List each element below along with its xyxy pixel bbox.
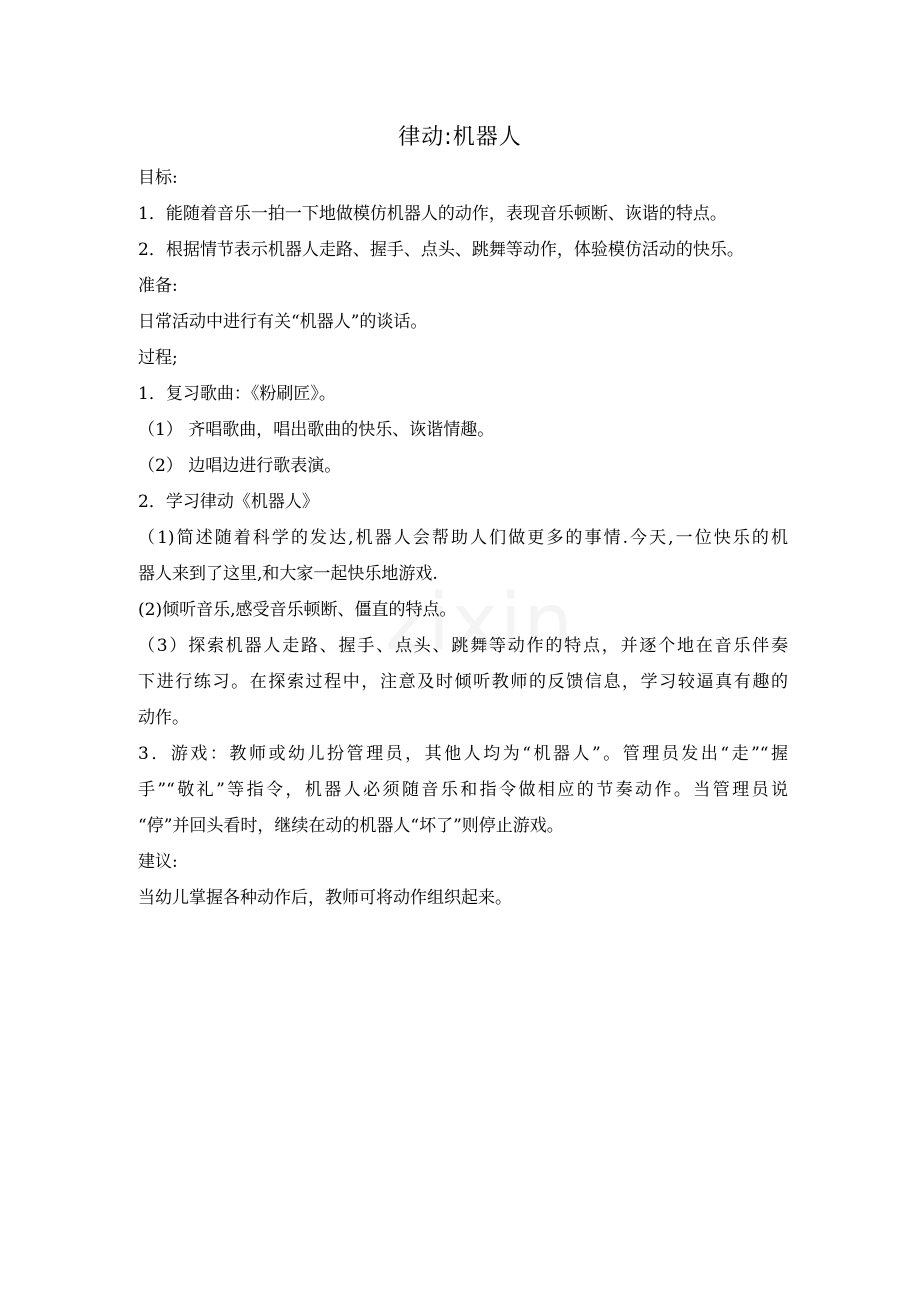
- document-title: 律动:机器人: [398, 125, 522, 150]
- process-step-3-line-1: 3．游戏：教师或幼儿扮管理员，其他人均为“机器人”。管理员发出“走”“握: [138, 744, 788, 764]
- process-step-2-sub-3-line-2: 下进行练习。在探索过程中，注意及时倾听教师的反馈信息，学习较逼真有趣的: [138, 672, 788, 692]
- process-step-2: 2．学习律动《机器人》: [138, 492, 319, 512]
- process-step-3-line-2: 手”“敬礼”等指令，机器人必须随音乐和指令做相应的节奏动作。当管理员说: [138, 780, 788, 800]
- process-step-2-sub-2: (2)倾听音乐,感受音乐顿断、僵直的特点。: [138, 600, 457, 620]
- suggestion-text: 当幼儿掌握各种动作后，教师可将动作组织起来。: [138, 888, 512, 908]
- process-step-1-sub-1: （1） 齐唱歌曲，唱出歌曲的快乐、诙谐情趣。: [138, 420, 495, 440]
- process-step-2-sub-1-line-2: 器人来到了这里,和大家一起快乐地游戏.: [138, 564, 438, 584]
- goals-heading: 目标:: [138, 168, 178, 188]
- goal-item-2: 2．根据情节表示机器人走路、握手、点头、跳舞等动作，体验模仿活动的快乐。: [138, 240, 744, 260]
- process-step-1: 1．复习歌曲：《粉刷匠》。: [138, 384, 336, 404]
- process-step-2-sub-3-line-1: （3）探索机器人走路、握手、点头、跳舞等动作的特点，并逐个地在音乐伴奏: [138, 636, 788, 656]
- preparation-text: 日常活动中进行有关“机器人”的谈话。: [138, 312, 428, 332]
- process-step-2-sub-3-line-3: 动作。: [138, 708, 189, 728]
- document-body: [138, 160, 788, 916]
- preparation-heading: 准备:: [138, 276, 178, 296]
- process-heading: 过程;: [138, 348, 178, 368]
- process-step-2-sub-1-line-1: （1)简述随着科学的发达,机器人会帮助人们做更多的事情.今天,一位快乐的机: [138, 528, 788, 548]
- suggestion-heading: 建议:: [138, 852, 178, 872]
- process-step-1-sub-2: （2） 边唱边进行歌表演。: [138, 456, 342, 476]
- process-step-3-line-3: “停”并回头看时，继续在动的机器人“坏了”则停止游戏。: [138, 816, 564, 836]
- watermark: zixin: [385, 578, 575, 668]
- goal-item-1: 1．能随着音乐一拍一下地做模仿机器人的动作，表现音乐顿断、诙谐的特点。: [138, 204, 727, 224]
